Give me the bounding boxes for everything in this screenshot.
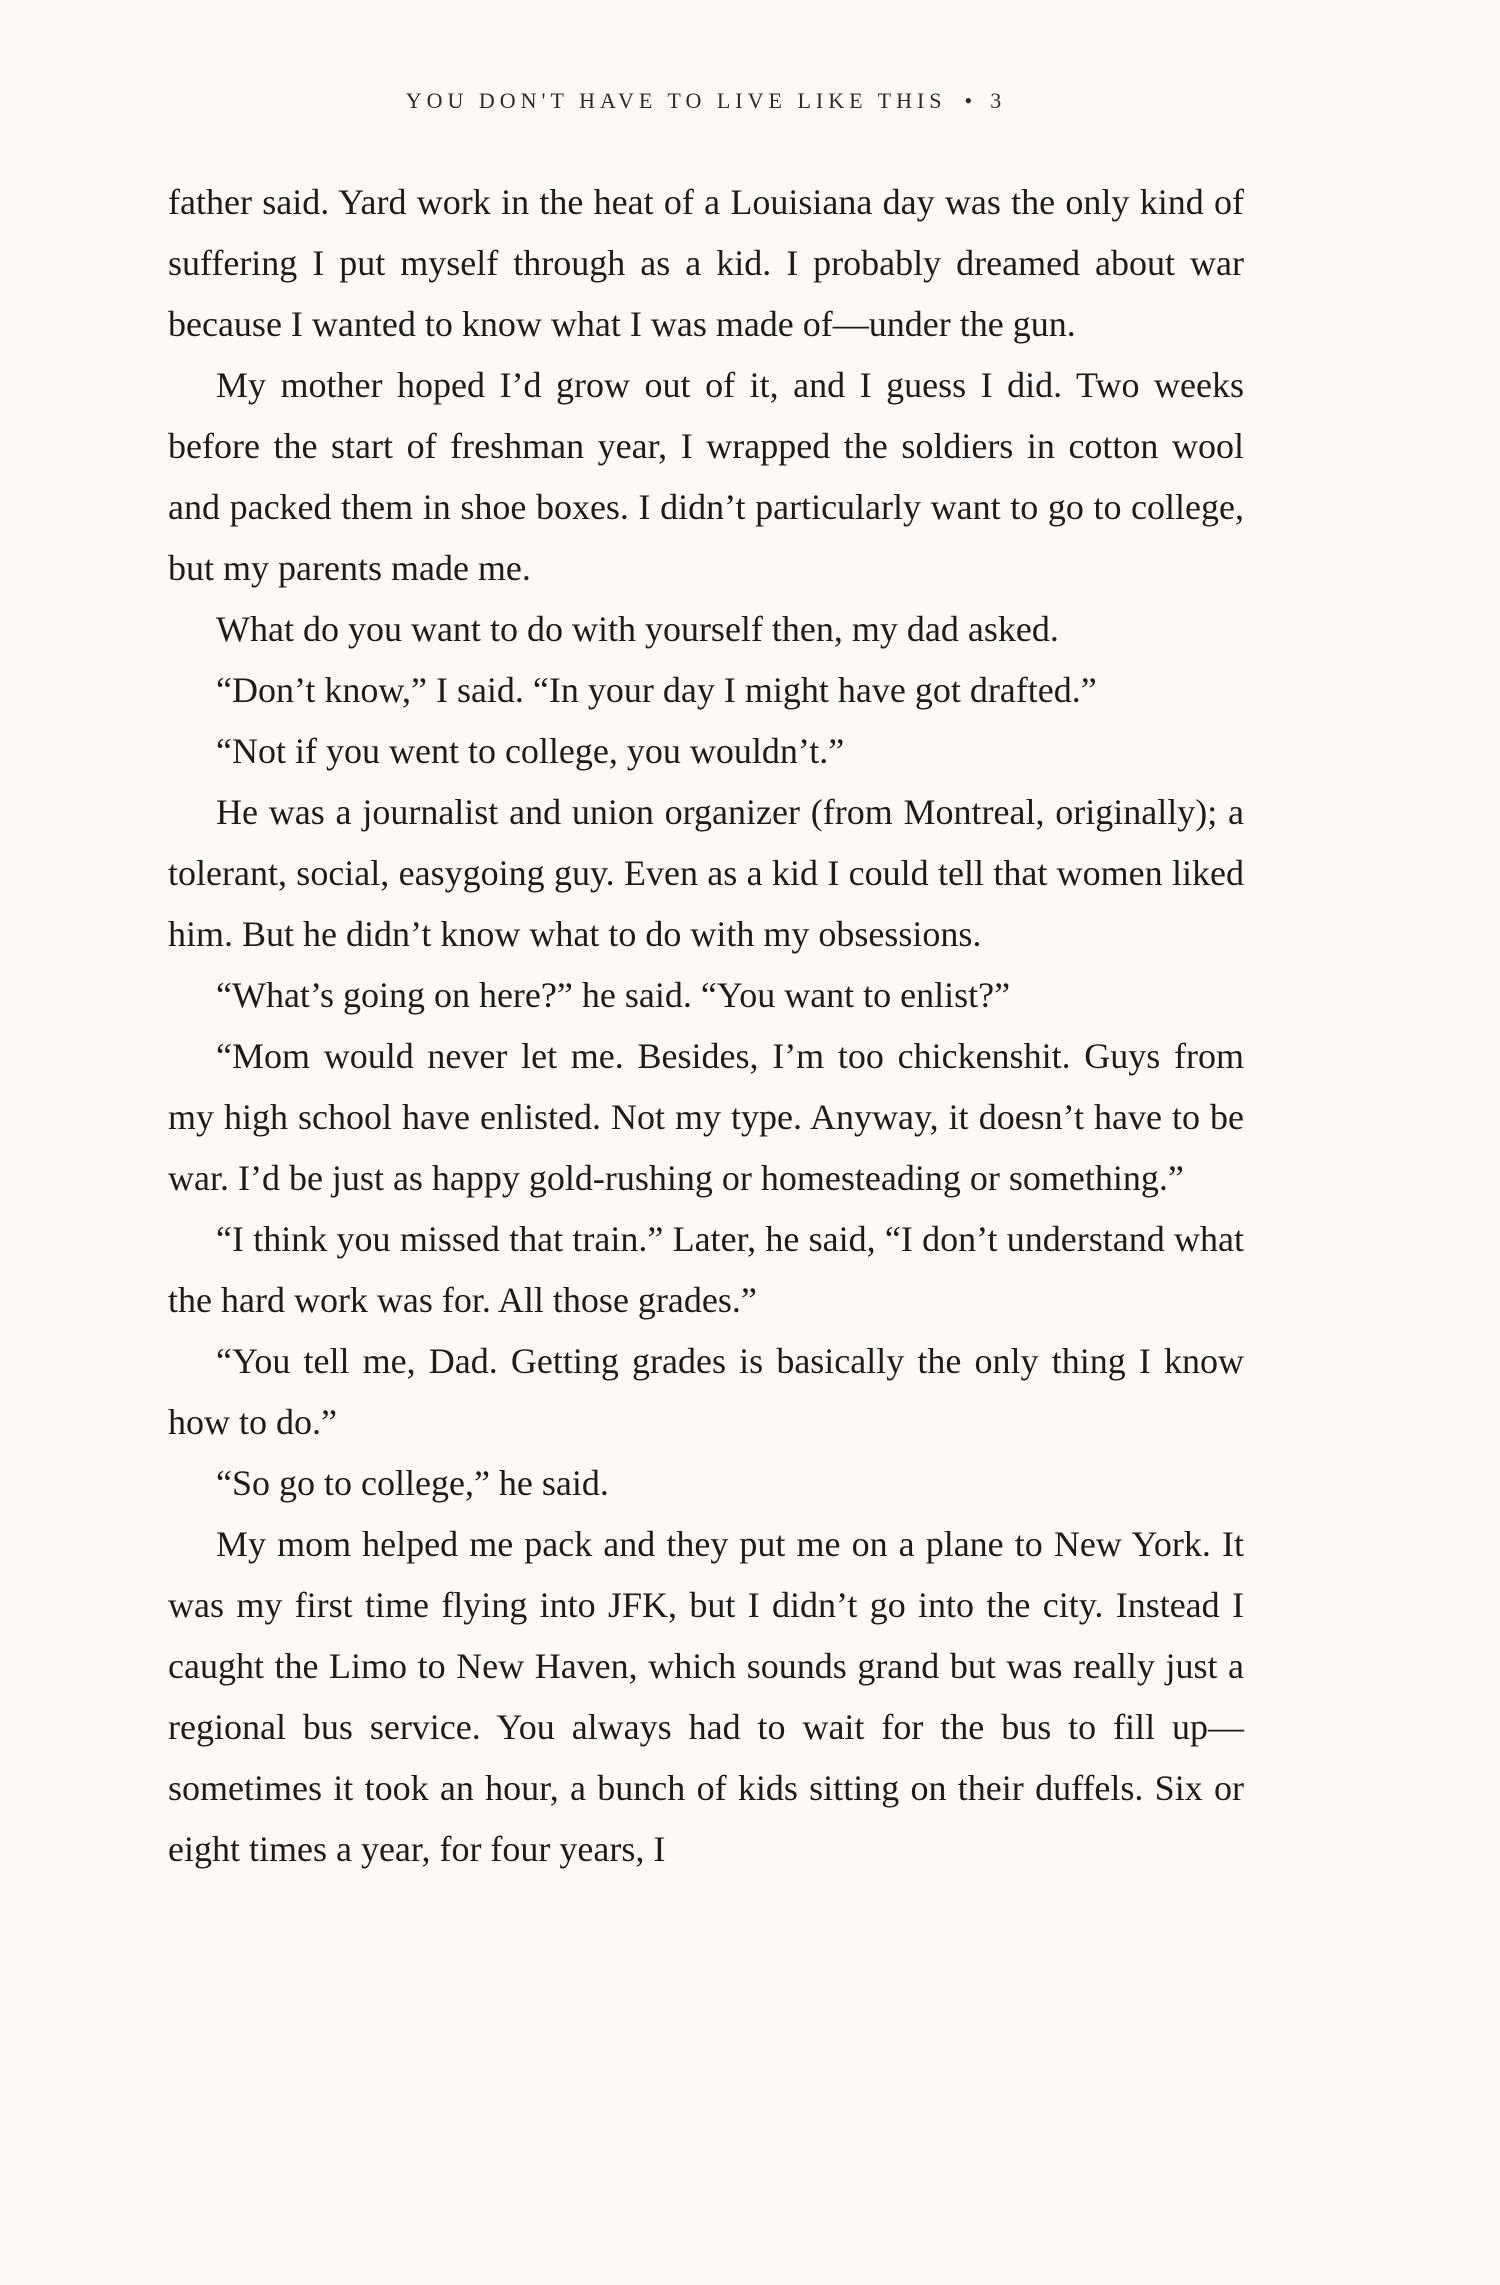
running-head xyxy=(168,88,1244,114)
paragraph: “I think you missed that train.” Later, he said, “I don’t understand what the hard work was for. All those grades.” xyxy=(168,1219,1244,1320)
paragraph: “Mom would never let me. Besides, I’m too chickenshit. Guys from my high school have enlisted. Not my type. Anyway, it doesn’t have to be war. I’d be just as happy gold-rushing or homesteading or something.” xyxy=(168,1036,1244,1198)
paragraph: father said. Yard work in the heat of a Louisiana day was the only kind of suffering I put myself through as a kid. I probably dreamed about war because I wanted to know what I was made of—under the gun. xyxy=(168,182,1244,344)
paragraph: My mother hoped I’d grow out of it, and I guess I did. Two weeks before the start of freshman year, I wrapped the soldiers in cotton wool and packed them in shoe boxes. I didn’t particularly want to go to college, but my parents made me. xyxy=(168,365,1244,588)
paragraph: My mom helped me pack and they put me on a plane to New York. It was my first time flying into JFK, but I didn’t go into the city. Instead I caught the Limo to New Haven, which sounds grand but was really just a regional bus service. You always had to wait for the bus to fill up—sometimes it took an hour, a bunch of kids sitting on their duffels. Six or eight times a year, for four years, I xyxy=(168,1524,1244,1869)
paragraph: He was a journalist and union organizer (from Montreal, originally); a tolerant, social, easygoing guy. Even as a kid I could tell that women liked him. But he didn’t know what to do with my obsessions. xyxy=(168,792,1244,954)
running-head-title: YOU DON'T HAVE TO LIVE LIKE THIS xyxy=(405,88,947,113)
paragraph: “What’s going on here?” he said. “You want to enlist?” xyxy=(216,975,1011,1015)
paragraph: “So go to college,” he said. xyxy=(216,1463,609,1503)
paragraph: “Don’t know,” I said. “In your day I might have got drafted.” xyxy=(216,670,1097,710)
paragraph: What do you want to do with yourself then, my dad asked. xyxy=(216,609,1059,649)
body-text xyxy=(168,172,1244,1880)
paragraph: “You tell me, Dad. Getting grades is basically the only thing I know how to do.” xyxy=(168,1341,1244,1442)
page-number: 3 xyxy=(990,88,1007,113)
running-head-separator: • xyxy=(964,88,973,113)
paragraph: “Not if you went to college, you wouldn’t.” xyxy=(216,731,845,771)
